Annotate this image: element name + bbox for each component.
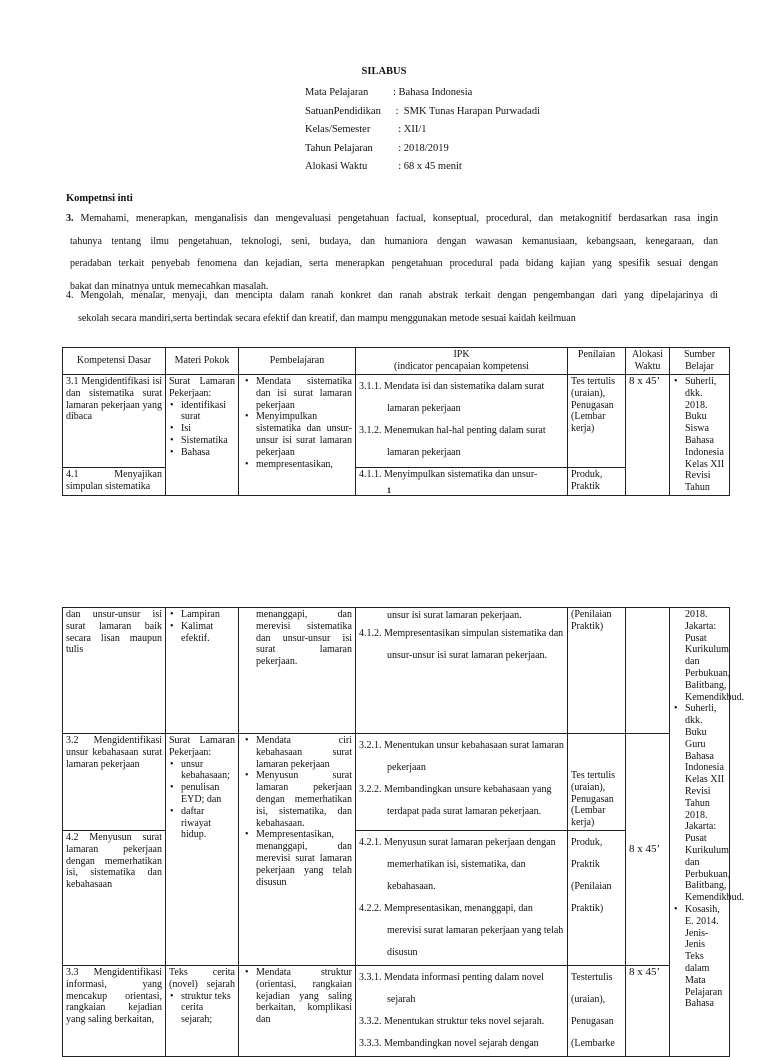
kd-cell: 3.2 Mengidentifikasi unsur kebahasaan surat lamaran pekerjaan [63, 734, 166, 831]
ki3-line-text: Memahami, menerapkan, menganalisis dan mengevaluasi pengetahuan factual, konseptual, procedural, dan metakognitif berdasarkan rasa ingin [73, 213, 718, 224]
ipk-item: unsur isi surat lamaran pekerjaan. [387, 610, 522, 621]
penilaian-cell [568, 965, 626, 1056]
list-item: • Mendata struktur (orientasi, rangkaian kejadian yang saling berkaitan, komplikasi dan [256, 967, 352, 1026]
materi-title: Surat Lamaran Pekerjaan: [169, 735, 235, 758]
ipk-cell [356, 965, 568, 1056]
ki4-line: 4. Mengolah, menalar, menyaji, dan mencipta dalam ranah konkret dan ranah abstrak terkait dengan pengembangan dari yang dipelajarinya di [66, 290, 718, 301]
info-row [305, 103, 540, 122]
pembelajaran-list [242, 967, 352, 1026]
header-sumber-line: Sumber [683, 349, 716, 361]
sumber-list [673, 703, 745, 1010]
list-item: • penulisan EYD; dan [181, 782, 235, 806]
ipk-item: 3.2.1. Menentukan unsur kebahasaan surat lamaran pekerjaan [359, 740, 564, 773]
ki3-line: tahunya tentang ilmu pengetahuan, teknologi, seni, budaya, dan humaniora dengan wawasan kemanusiaan, kebangsaan, kenegaraan, dan [70, 235, 718, 247]
info-value: : 68 x 45 menit [393, 161, 462, 172]
alokasi-cell: 8 x 45’ [626, 965, 670, 1056]
materi-cell [166, 375, 239, 496]
sumber-text: 2018. Jakarta: Pusat Kurikulum dan Perbukuan, Balitbang, Kemendikbud. [685, 609, 745, 703]
penilaian-text: Produk, Praktik (Penilaian Praktik) [571, 836, 612, 914]
pembelajaran-list [242, 376, 352, 470]
list-item: • Isi [181, 423, 235, 435]
info-row [305, 158, 540, 177]
header-alokasi-waktu [626, 348, 670, 375]
alokasi-cell: 8 x 45’ [626, 734, 670, 966]
ipk-item: 3.1.2. Menemukan hal-hal penting dalam surat lamaran pekerjaan [359, 425, 546, 458]
ipk-item: 3.3.3. Membandingkan novel sejarah dengan [359, 1037, 539, 1049]
kd-cell: 4.1 Menyajikan simpulan sistematika [63, 468, 166, 496]
kd-cell: 3.1 Mengidentifikasi isi dan sistematika surat lamaran pekerjaan yang dibaca [63, 375, 166, 468]
ipk-item: 4.2.1. Menyusun surat lamaran pekerjaan dengan memerhatikan isi, sistematika, dan kebahasaan. [359, 836, 556, 892]
header-sumber-line: Belajar [685, 361, 714, 372]
ipk-cell [356, 608, 568, 734]
ipk-cell [356, 830, 568, 965]
table-row [63, 608, 730, 734]
ipk-item: 3.1.1. Mendata isi dan sistematika dalam surat lamaran pekerjaan [359, 381, 545, 414]
page-number: 1 [387, 486, 391, 495]
ipk-item: 3.2.2. Membandingkan unsure kebahasaan yang terdapat pada surat lamaran pekerjaan. [359, 784, 552, 817]
list-item: • Sistematika [181, 435, 235, 447]
info-row [305, 140, 540, 159]
kompetensi-inti-4 [66, 285, 718, 330]
ipk-item: 3.3.1. Mendata informasi penting dalam novel sejarah [359, 971, 544, 1005]
document-title: SILABUS [361, 66, 407, 77]
kd-cell: 3.3 Mengidentifikasi informasi, yang mencakup orientasi, rangkaian kejadian yang saling berkaitan, [63, 965, 166, 1056]
ki3-number: 3. [66, 213, 74, 224]
kd-cell: 4.2 Menyusun surat lamaran pekerjaan dengan memerhatikan isi, sistematika dan kebahasaan [63, 830, 166, 965]
penilaian-text: Testertulis (uraian), Penugasan (Lembarke [571, 971, 615, 1049]
list-item: • Kosasih, E. 2014. Jenis-Jenis Teks dalam Mata Pelajaran Bahasa [685, 904, 726, 1010]
materi-list [169, 759, 235, 842]
sumber-cell [670, 608, 745, 1057]
materi-list [169, 991, 235, 1026]
header-alokasi-line: Waktu [634, 361, 661, 372]
ki3-line: bakat dan minatnya untuk memecahkan masalah. [70, 280, 269, 292]
ipk-item: 4.2.2. Mempresentasikan, menanggapi, dan merevisi surat lamaran pekerjaan yang telah disusun [359, 902, 564, 958]
header-pembelajaran: Pembelajaran [239, 348, 356, 375]
kompetensi-inti-heading: Kompetnsi inti [66, 193, 133, 204]
info-label: Tahun Pelajaran [305, 142, 373, 154]
list-item: • Mempresentasikan, menanggapi, dan merevisi surat lamaran pekerjaan yang telah disusun [256, 829, 352, 888]
pembelajaran-cell [239, 734, 356, 966]
header-penilaian: Penilaian [568, 348, 626, 375]
materi-list [169, 609, 235, 644]
list-item: • identifikasi surat [181, 400, 235, 424]
materi-cell [166, 608, 239, 734]
list-item: • Lampiran [181, 609, 235, 621]
list-item: • Suherli, dkk. 2018. Buku Siswa Bahasa Indonesia Kelas XII Revisi Tahun [685, 376, 726, 494]
list-item: • struktur teks cerita sejarah; [181, 991, 235, 1026]
penilaian-cell: Tes tertulis (uraian), Penugasan (Lembar kerja) [568, 734, 626, 831]
header-sumber-belajar [670, 348, 730, 375]
header-ipk-title: IPK [453, 349, 470, 361]
syllabus-table-page-2 [62, 607, 745, 1057]
table-row [63, 375, 730, 468]
ki3-line [66, 208, 718, 231]
penilaian-cell: (Penilaian Praktik) [568, 608, 626, 734]
ki4-line: sekolah secara mandiri,serta bertindak secara efektif dan kreatif, dan mampu menggunakan metode sesuai kaidah keilmuan [78, 312, 576, 324]
ki3-line: peradaban terkait penyebab fenomena dan kejadian, serta menerapkan pengetahuan procedural pada bidang kajian yang spesifik sesuai dengan [70, 258, 718, 269]
header-alokasi-line: Alokasi [631, 349, 664, 361]
table-header-row [63, 348, 730, 375]
sumber-list [673, 376, 726, 494]
ipk-cell [356, 375, 568, 468]
info-row [305, 121, 540, 140]
info-label: Mata Pelajaran [305, 87, 369, 98]
kd-cell: dan unsur-unsur isi surat lamaran baik secara lisan maupun tulis [63, 608, 166, 734]
materi-title: Teks cerita (novel) sejarah [169, 966, 235, 990]
pembelajaran-cell: menanggapi, dan merevisi sistematika dan unsur-unsur isi surat lamaran pekerjaan. [239, 608, 356, 734]
list-item: • Menyimpulkan sistematika dan unsur-unsur isi surat lamaran pekerjaan [256, 411, 352, 458]
header-ipk-subtitle: (indicator pencapaian kompetensi [394, 361, 529, 372]
info-label: Kelas/Semester [305, 124, 371, 135]
list-item: • Mendata ciri kebahasaan surat lamaran pekerjaan [256, 735, 352, 770]
info-label: Alokasi Waktu [305, 161, 368, 172]
ipk-cell [356, 734, 568, 831]
syllabus-info [305, 84, 540, 177]
header-kompetensi-dasar: Kompetensi Dasar [63, 348, 166, 375]
penilaian-cell: Tes tertulis (uraian), Penugasan (Lembar kerja) [568, 375, 626, 468]
list-item: • Suherli, dkk. Buku Guru Bahasa Indonesia Kelas XII Revisi Tahun 2018. Jakarta: Pusat Kurikulum dan Perbukuan, Balitbang, Kemendikbud. [685, 703, 726, 904]
list-item: • Bahasa [181, 447, 235, 459]
ipk-item: 4.1.2. Mempresentasikan simpulan sistematika dan unsur-unsur isi surat lamaran pekerjaan. [359, 628, 564, 661]
info-value: : XII/1 [393, 124, 427, 135]
materi-title: Surat Lamaran Pekerjaan: [169, 376, 235, 399]
ipk-item: 4.1.1. Menyimpulkan sistematika dan unsur- [359, 469, 538, 481]
alokasi-cell [626, 608, 670, 734]
list-item: • Mendata sistematika dan isi surat lamaran pekerjaan [256, 376, 352, 411]
alokasi-cell: 8 x 45’ [626, 375, 670, 496]
syllabus-table-page-1 [62, 347, 730, 496]
pembelajaran-cell [239, 965, 356, 1056]
pembelajaran-cell [239, 375, 356, 496]
info-value: : Bahasa Indonesia [393, 87, 473, 98]
ipk-item: 3.3.2. Menentukan struktur teks novel sejarah. [359, 1015, 545, 1027]
penilaian-cell [568, 830, 626, 965]
list-item: • mempresentasikan, [256, 459, 352, 471]
materi-cell [166, 965, 239, 1056]
info-label: SatuanPendidikan [305, 105, 381, 117]
table-row [63, 734, 730, 831]
list-item: • Kalimat efektif. [181, 621, 235, 645]
info-row [305, 84, 540, 103]
materi-cell [166, 734, 239, 966]
materi-list [169, 400, 235, 459]
pembelajaran-list [242, 735, 352, 888]
header-ipk [356, 348, 568, 375]
info-value: : SMK Tunas Harapan Purwadadi [393, 105, 540, 117]
info-value: : 2018/2019 [393, 142, 449, 154]
table-row [63, 965, 730, 1056]
header-materi-pokok: Materi Pokok [166, 348, 239, 375]
penilaian-cell: Produk, Praktik [568, 468, 626, 496]
sumber-cell [670, 375, 730, 496]
list-item: • Menyusun surat lamaran pekerjaan dengan memerhatikan isi, sistematika, dan kebahasaan. [256, 770, 352, 829]
list-item: • daftar riwayat hidup. [181, 806, 235, 841]
list-item: • unsur kebahasaan; [181, 759, 235, 783]
